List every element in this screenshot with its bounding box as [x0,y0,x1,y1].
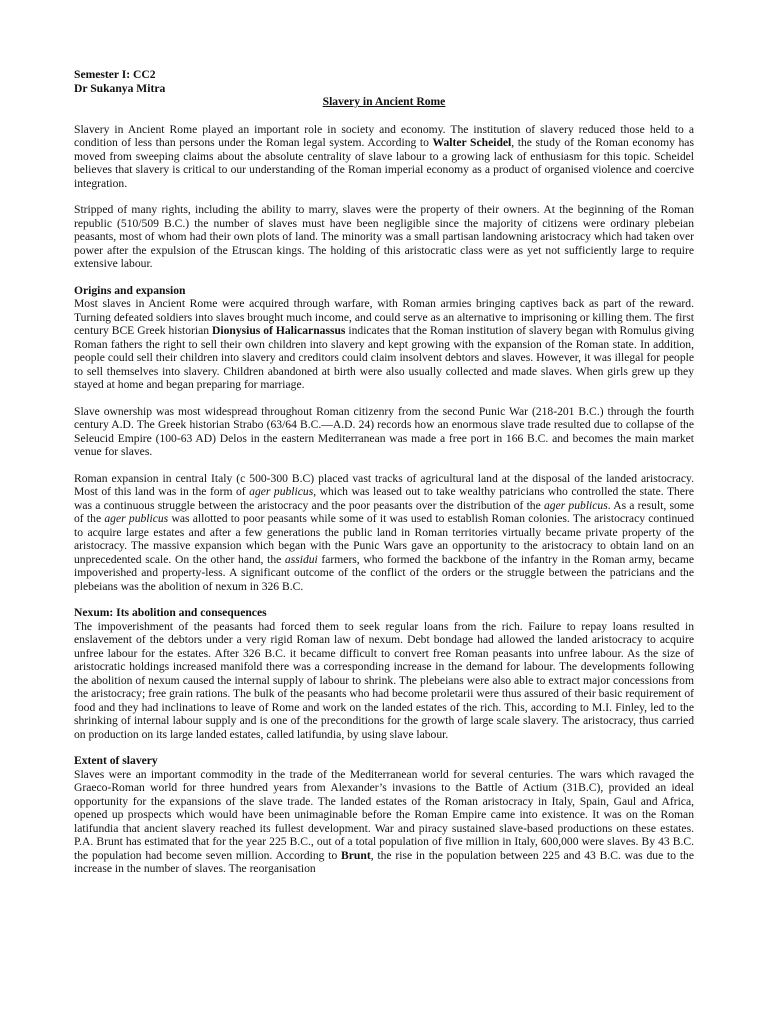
semester-line: Semester I: CC2 [74,68,156,81]
intro-paragraph-2: Stripped of many rights, including the ability to marry, slaves were the property of their owners. At the beginning of the Roman republic (510/509 B.C.) the number of slaves must have been negligible since the majority of citizens were ordinary plebeian peasants, most of whom had their own plots of land. The minority was a small partisan landowning aristocracy which had taken over power after the expulsion of the Etruscan kings. The holding of this aristocratic class were as yet not sufficiently large to require extensive labour. [74,203,694,270]
section-heading-origins: Origins and expansion [74,283,186,297]
origins-paragraph-2: Slave ownership was most widespread throughout Roman citizenry from the second Punic War (218-201 B.C.) through the fourth century A.D. The Greek historian Strabo (63/64 B.C.—A.D. 24) records how an enormous slave trade resulted due to collapse of the Seleucid Empire (100-63 AD) Delos in the eastern Mediterranean was made a free port in 166 B.C. and becomes the main market venue for slaves. [74,404,694,458]
origins-paragraph-1: Most slaves in Ancient Rome were acquired through warfare, with Roman armies bringing captives back as part of the reward. Turning defeated soldiers into slaves brought much income, and could serve as an alternative to imprisoning or killing them. The first century BCE Greek historian Dionysius of Halicarnassus indicates that the Roman institution of slavery began with Romulus giving Roman fathers the right to sell their own children into slavery and kept growing with the expansion of the Roman state. In addition, people could sell their children into slavery and creditors could claim insolvent debtors and slaves. However, it was illegal for people to sell themselves into slavery. Children abandoned at birth were also usually collected and made slaves. When girls grew up they stayed at home and began preparing for marriage. [74,297,695,391]
intro-paragraph-1: Slavery in Ancient Rome played an important role in society and economy. The institution of slavery reduced those held to a condition of less than persons under the Roman legal system. According to Walter Scheidel, the study of the Roman economy has moved from sweeping claims about the absolute centrality of slave labour to a growing lack of enthusiasm for this topic. Scheidel believes that slavery is critical to our understanding of the Roman imperial economy as a product of organised violence and coercive integration. [74,122,694,190]
origins-paragraph-3: Roman expansion in central Italy (c 500-300 B.C) placed vast tracks of agricultural land at the disposal of the landed aristocracy. Most of this land was in the form of ager publicus, which was leased out to take wealthy patricians who controlled the state. There was a continuous struggle between the aristocracy and the poor peasants over the distribution of the ager publicus. As a result, some of the ager publicus was allotted to poor peasants while some of it was used to establish Roman colonies. The aristocracy continued to acquire large estates and after a few generations the public land in Roman territories virtually became private property of the aristocracy. The massive expansion which began with the Punic Wars gave an opportunity to the aristocracy to obtain land on an unprecedented scale. On the other hand, the assidui farmers, who formed the backbone of the infantry in the Roman army, became impoverished and property-less. A significant outcome of the conflict of the orders or the struggle between the patricians and the plebeians was the abolition of nexum in 326 B.C. [74,471,695,593]
nexum-paragraph-1: The impoverishment of the peasants had forced them to seek regular loans from the rich. Failure to repay loans resulted in enslavement of the debtors under a very rigid Roman law of nexum. Debt bondage had allowed the landed aristocracy to acquire unfree labour for the estates. After 326 B.C. it became difficult to convert free Roman peasants into unfree labour. As the size of aristocratic holdings increased manifold there was a corresponding increase in the demand for labour. The developments following the abolition of nexum caused the internal supply of labour to shrink. The plebeians were also able to extract major concessions from the aristocracy; free grain rations. The bulk of the peasants who had become proletarii were thus assured of their basic requirement of food and they had inclinations to leave of Rome and work on the landed estates of the rich. This, according to M.I. Finley, led to the shrinking of internal labour supply and is one of the preconditions for the growth of large scale slavery. The aristocracy, thus carried on production on its large landed estates, called latifundia, by using slave labour. [74,619,694,741]
author-line: Dr Sukanya Mitra [74,81,166,95]
section-heading-extent: Extent of slavery [74,754,158,767]
extent-paragraph-1: Slaves were an important commodity in the trade of the Mediterranean world for several centuries. The wars which ravaged the Graeco-Roman world for three hundred years from Alexander’s invasions to the Battle of Actium (31B.C), provided an ideal opportunity for the expansions of the slave trade. The landed estates of the Roman aristocracy in Italy, Spain, Gaul and Africa, opened up prospects which would have been unimaginable before the Roman Empire came into existence. It was on the Roman latifundia that ancient slavery reached its fullest development. War and piracy sustained slave-based productions on these estates. P.A. Brunt has estimated that for the year 225 B.C., out of a total population of five million in Italy, 600,000 were slaves. By 43 B.C. the population had become seven million. According to Brunt, the rise in the population between 225 and 43 B.C. was due to the increase in the number of slaves. The reorganisation [74,767,695,875]
section-heading-nexum: Nexum: Its abolition and consequences [74,606,267,619]
document-title: Slavery in Ancient Rome [322,95,446,108]
